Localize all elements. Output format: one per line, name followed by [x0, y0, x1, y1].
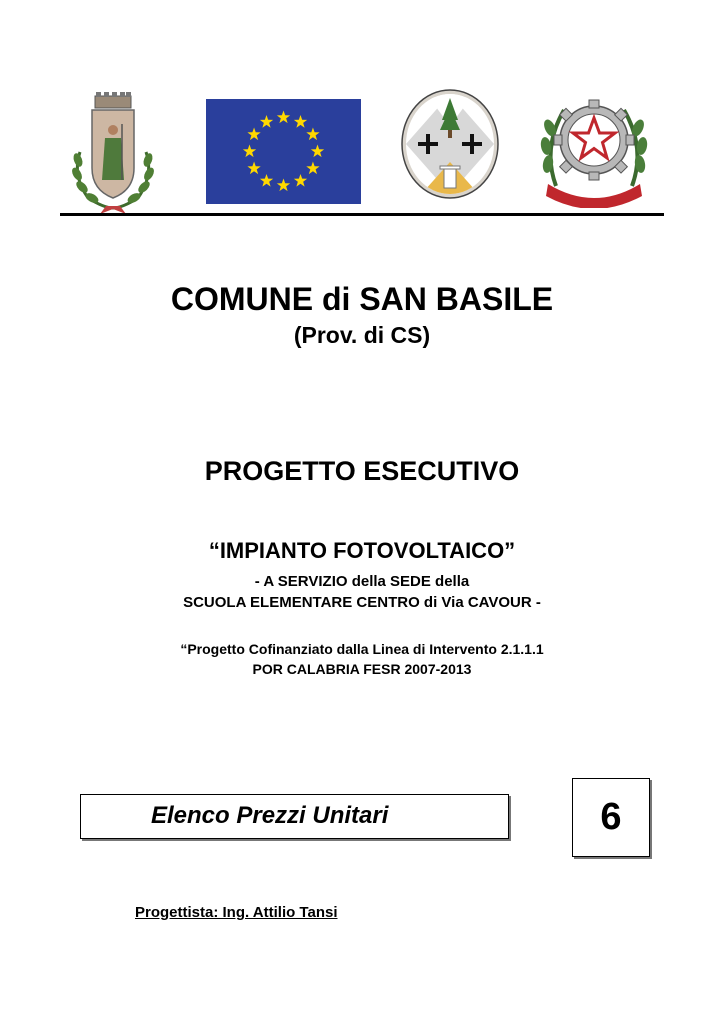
school-line: SCUOLA ELEMENTARE CENTRO di Via CAVOUR - [183, 594, 541, 611]
designer-credit: Progettista: Ing. Attilio Tansi [135, 904, 338, 921]
funding-line-2: POR CALABRIA FESR 2007-2013 [252, 661, 472, 677]
document-title: Elenco Prezzi Unitari [151, 802, 389, 829]
document-number: 6 [572, 778, 650, 857]
service-line: - A SERVIZIO della SEDE della [254, 573, 470, 590]
italian-republic-emblem-icon [538, 88, 650, 208]
eu-flag-icon [206, 99, 361, 204]
project-name: “IMPIANTO FOTOVOLTAICO” [208, 538, 516, 563]
province-label: (Prov. di CS) [293, 322, 431, 348]
project-type-heading: PROGETTO ESECUTIVO [204, 456, 520, 486]
document-title-box [80, 794, 509, 839]
page-title: COMUNE di SAN BASILE [170, 281, 554, 317]
header-divider [60, 213, 664, 216]
comune-coat-of-arms-icon [68, 90, 158, 215]
calabria-emblem-icon [400, 88, 500, 200]
funding-line-1: “Progetto Cofinanziato dalla Linea di Intervento 2.1.1.1 [180, 641, 544, 657]
